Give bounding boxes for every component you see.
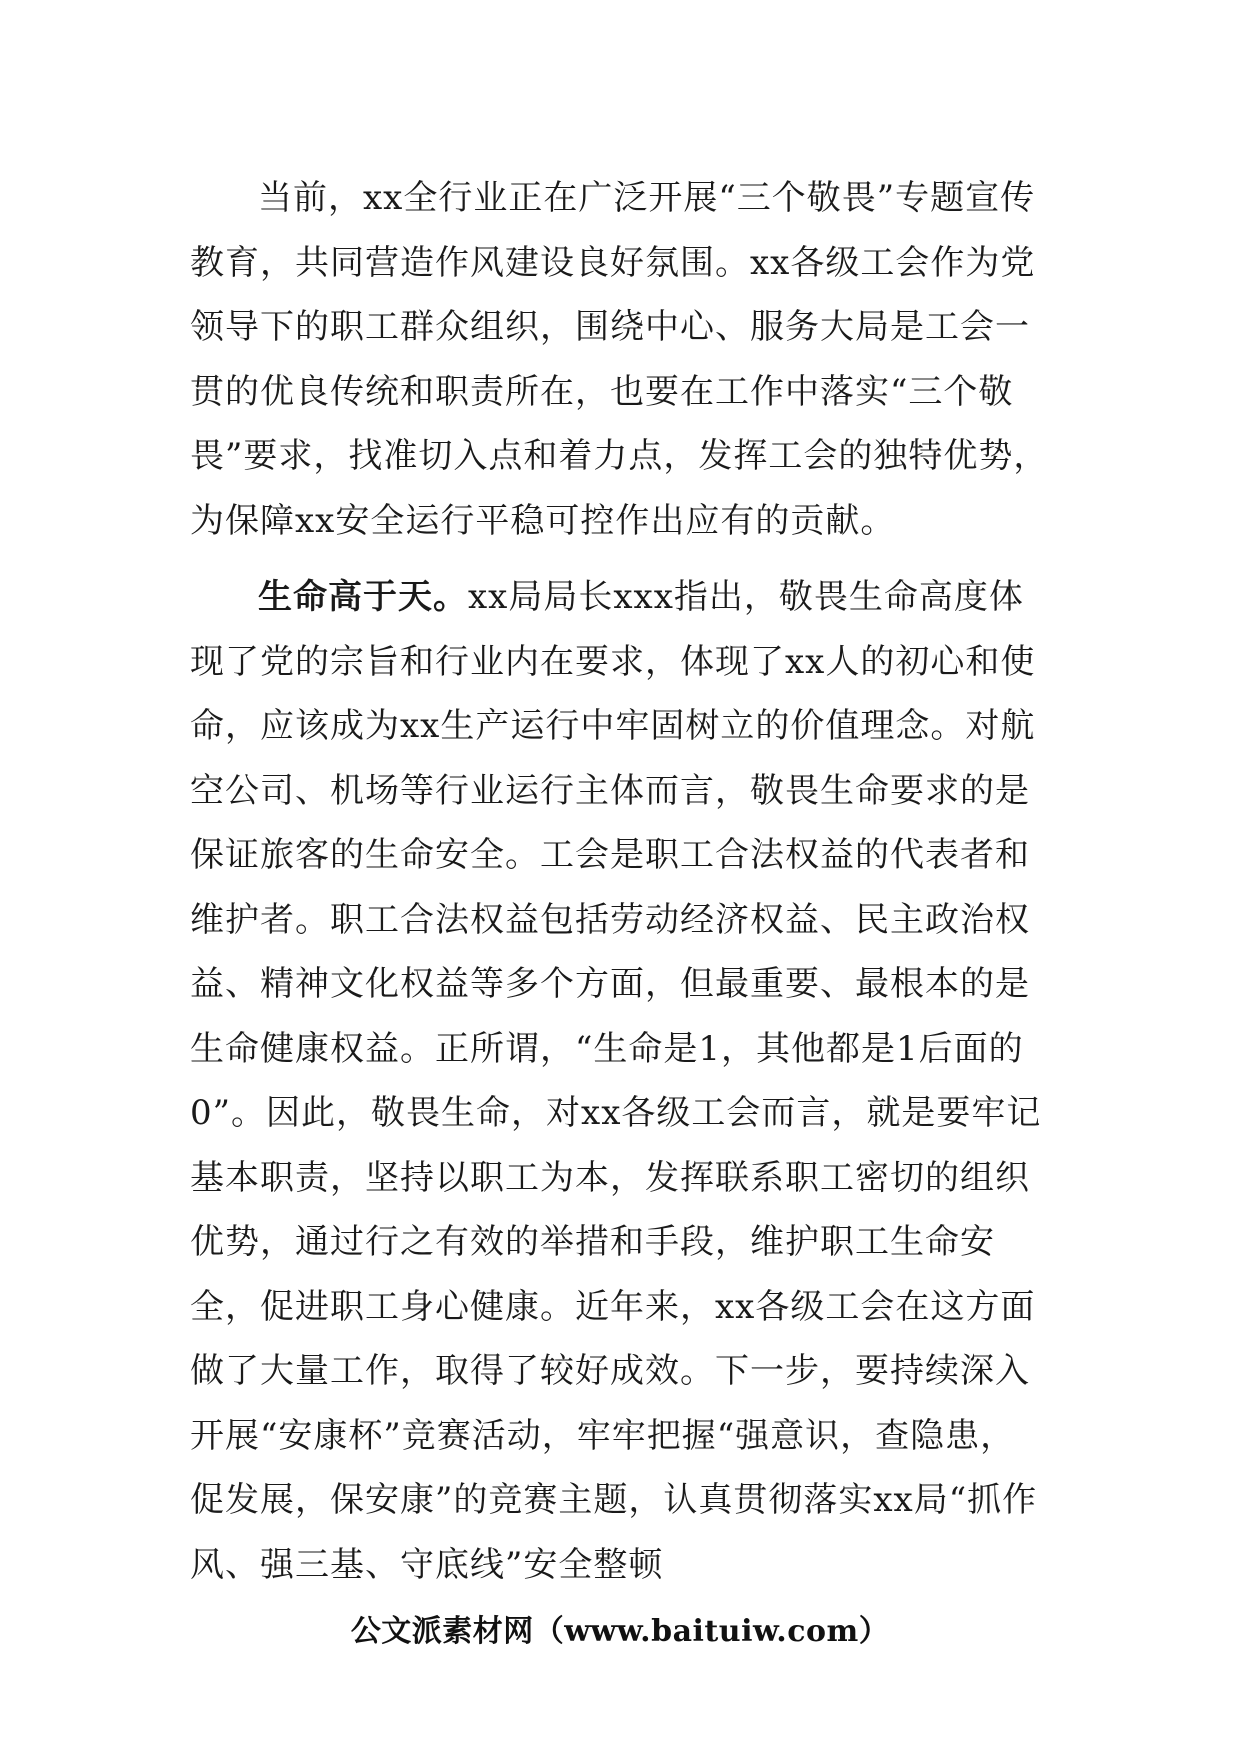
paragraph-intro: 当前，xx全行业正在广泛开展“三个敬畏”专题宣传教育，共同营造作风建设良好氛围。xx各级工会作为党领导下的职工群众组织，围绕中心、服务大局是工会一贯的优良传统和职责所在，也要在工作中落实“三个敬畏”要求，找准切入点和着力点，发挥工会的独特优势，为保障xx安全运行平稳可控作出应有的贡献。 bbox=[190, 178, 1049, 541]
document-body bbox=[190, 166, 1050, 1597]
paragraph-life-above-all bbox=[190, 565, 1050, 1597]
footer-source-watermark: 公文派素材网（www.baituiw.com） bbox=[350, 1614, 890, 1649]
paragraph-lead-heading: 生命高于天。 bbox=[258, 577, 468, 617]
paragraph-body-text: xx局局长xxx指出，敬畏生命高度体现了党的宗旨和行业内在要求，体现了xx人的初心和使命，应该成为xx生产运行中牢固树立的价值理念。对航空公司、机场等行业运行主体而言，敬畏生命要求的是保证旅客的生命安全。工会是职工合法权益的代表者和维护者。职工合法权益包括劳动经济权益、民主政治权益、精神文化权益等多个方面，但最重要、最根本的是生命健康权益。正所谓，“生命是1，其他都是1后面的0”。因此，敬畏生命，对xx各级工会而言，就是要牢记基本职责，坚持以职工为本，发挥联系职工密切的组织优势，通过行之有效的举措和手段，维护职工生命安全，促进职工身心健康。近年来，xx各级工会在这方面做了大量工作，取得了较好成效。下一步，要持续深入开展“安康杯”竞赛活动，牢牢把握“强意识，查隐患，促发展，保安康”的竞赛主题，认真贯彻落实xx局“抓作风、强三基、守底线”安全整顿 bbox=[190, 577, 1042, 1585]
